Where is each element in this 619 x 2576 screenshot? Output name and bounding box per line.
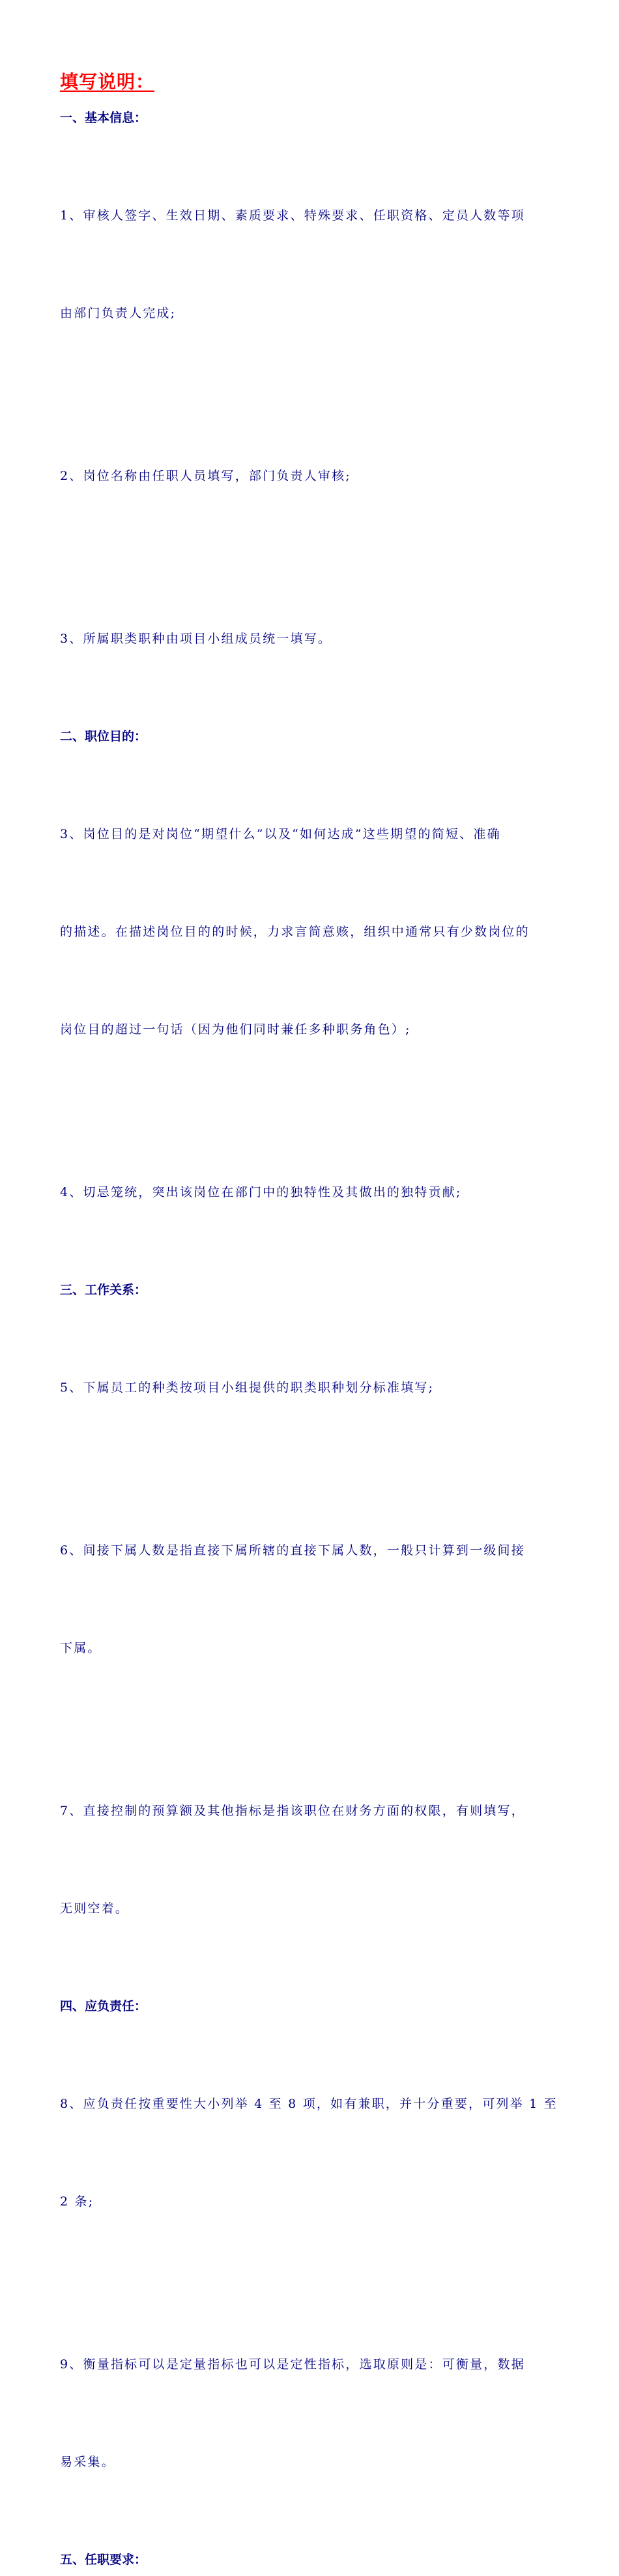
- paragraph-line: 8、应负责任按重要性大小列举 4 至 8 项，如有兼职，并十分重要，可列举 1 至: [60, 2097, 558, 2111]
- paragraph-line: 由部门负责人完成;: [60, 306, 177, 320]
- paragraph-line: 下属。: [60, 1641, 102, 1655]
- paragraph-line: 岗位目的超过一句话（因为他们同时兼任多种职务角色）;: [60, 1022, 411, 1037]
- paragraph: [60, 395, 568, 557]
- paragraph-line: 4、切忌笼统，突出该岗位在部门中的独特性及其做出的独特贡献;: [60, 1185, 462, 1199]
- section-heading: 三、工作关系：: [60, 1283, 147, 1297]
- document-title: 填写说明：: [60, 71, 155, 92]
- section-heading: 五、任职要求：: [60, 2553, 147, 2567]
- paragraph: [60, 557, 568, 720]
- section-basic-info: [60, 102, 568, 720]
- paragraph-line: 2 条;: [60, 2194, 94, 2209]
- section-heading: 四、应负责任：: [60, 1999, 147, 2013]
- paragraph-line: 的描述。在描述岗位目的的时候，力求言简意赅，组织中通常只有少数岗位的: [60, 925, 530, 939]
- paragraph-line: 无则空着。: [60, 1901, 130, 1916]
- paragraph-line: 1、审核人签字、生效日期、素质要求、特殊要求、任职资格、定员人数等项: [60, 208, 525, 223]
- paragraph-line: 6、间接下属人数是指直接下属所辖的直接下属人数，一般只计算到一级间接: [60, 1543, 525, 1558]
- paragraph: [60, 753, 568, 1111]
- section-heading: 一、基本信息：: [60, 111, 147, 125]
- paragraph-line: 3、所属职类职种由项目小组成员统一填写。: [60, 632, 332, 646]
- section-work-relations: [60, 1274, 568, 1990]
- paragraph: [60, 1469, 568, 1729]
- section-job-requirements: [60, 2543, 568, 2576]
- paragraph: [60, 134, 568, 395]
- section-position-purpose: [60, 720, 568, 1274]
- document-content: [60, 68, 568, 2576]
- paragraph-line: 5、下属员工的种类按项目小组提供的职类职种划分标准填写;: [60, 1380, 435, 1395]
- paragraph-line: 2、岗位名称由任职人员填写，部门负责人审核;: [60, 469, 351, 483]
- paragraph: [60, 2023, 568, 2283]
- section-responsibilities: [60, 1990, 568, 2543]
- paragraph-line: 7、直接控制的预算额及其他指标是指该职位在财务方面的权限，有则填写，: [60, 1804, 525, 1818]
- section-heading: 二、职位目的：: [60, 729, 147, 744]
- paragraph-line: 3、岗位目的是对岗位“期望什么”以及“如何达成”这些期望的简短、准确: [60, 827, 501, 841]
- paragraph-line: 9、衡量指标可以是定量指标也可以是定性指标，选取原则是：可衡量，数据: [60, 2357, 525, 2372]
- paragraph: [60, 1306, 568, 1469]
- paragraph: [60, 1111, 568, 1274]
- paragraph-line: 易采集。: [60, 2455, 115, 2469]
- paragraph: [60, 1729, 568, 1990]
- paragraph: [60, 2283, 568, 2543]
